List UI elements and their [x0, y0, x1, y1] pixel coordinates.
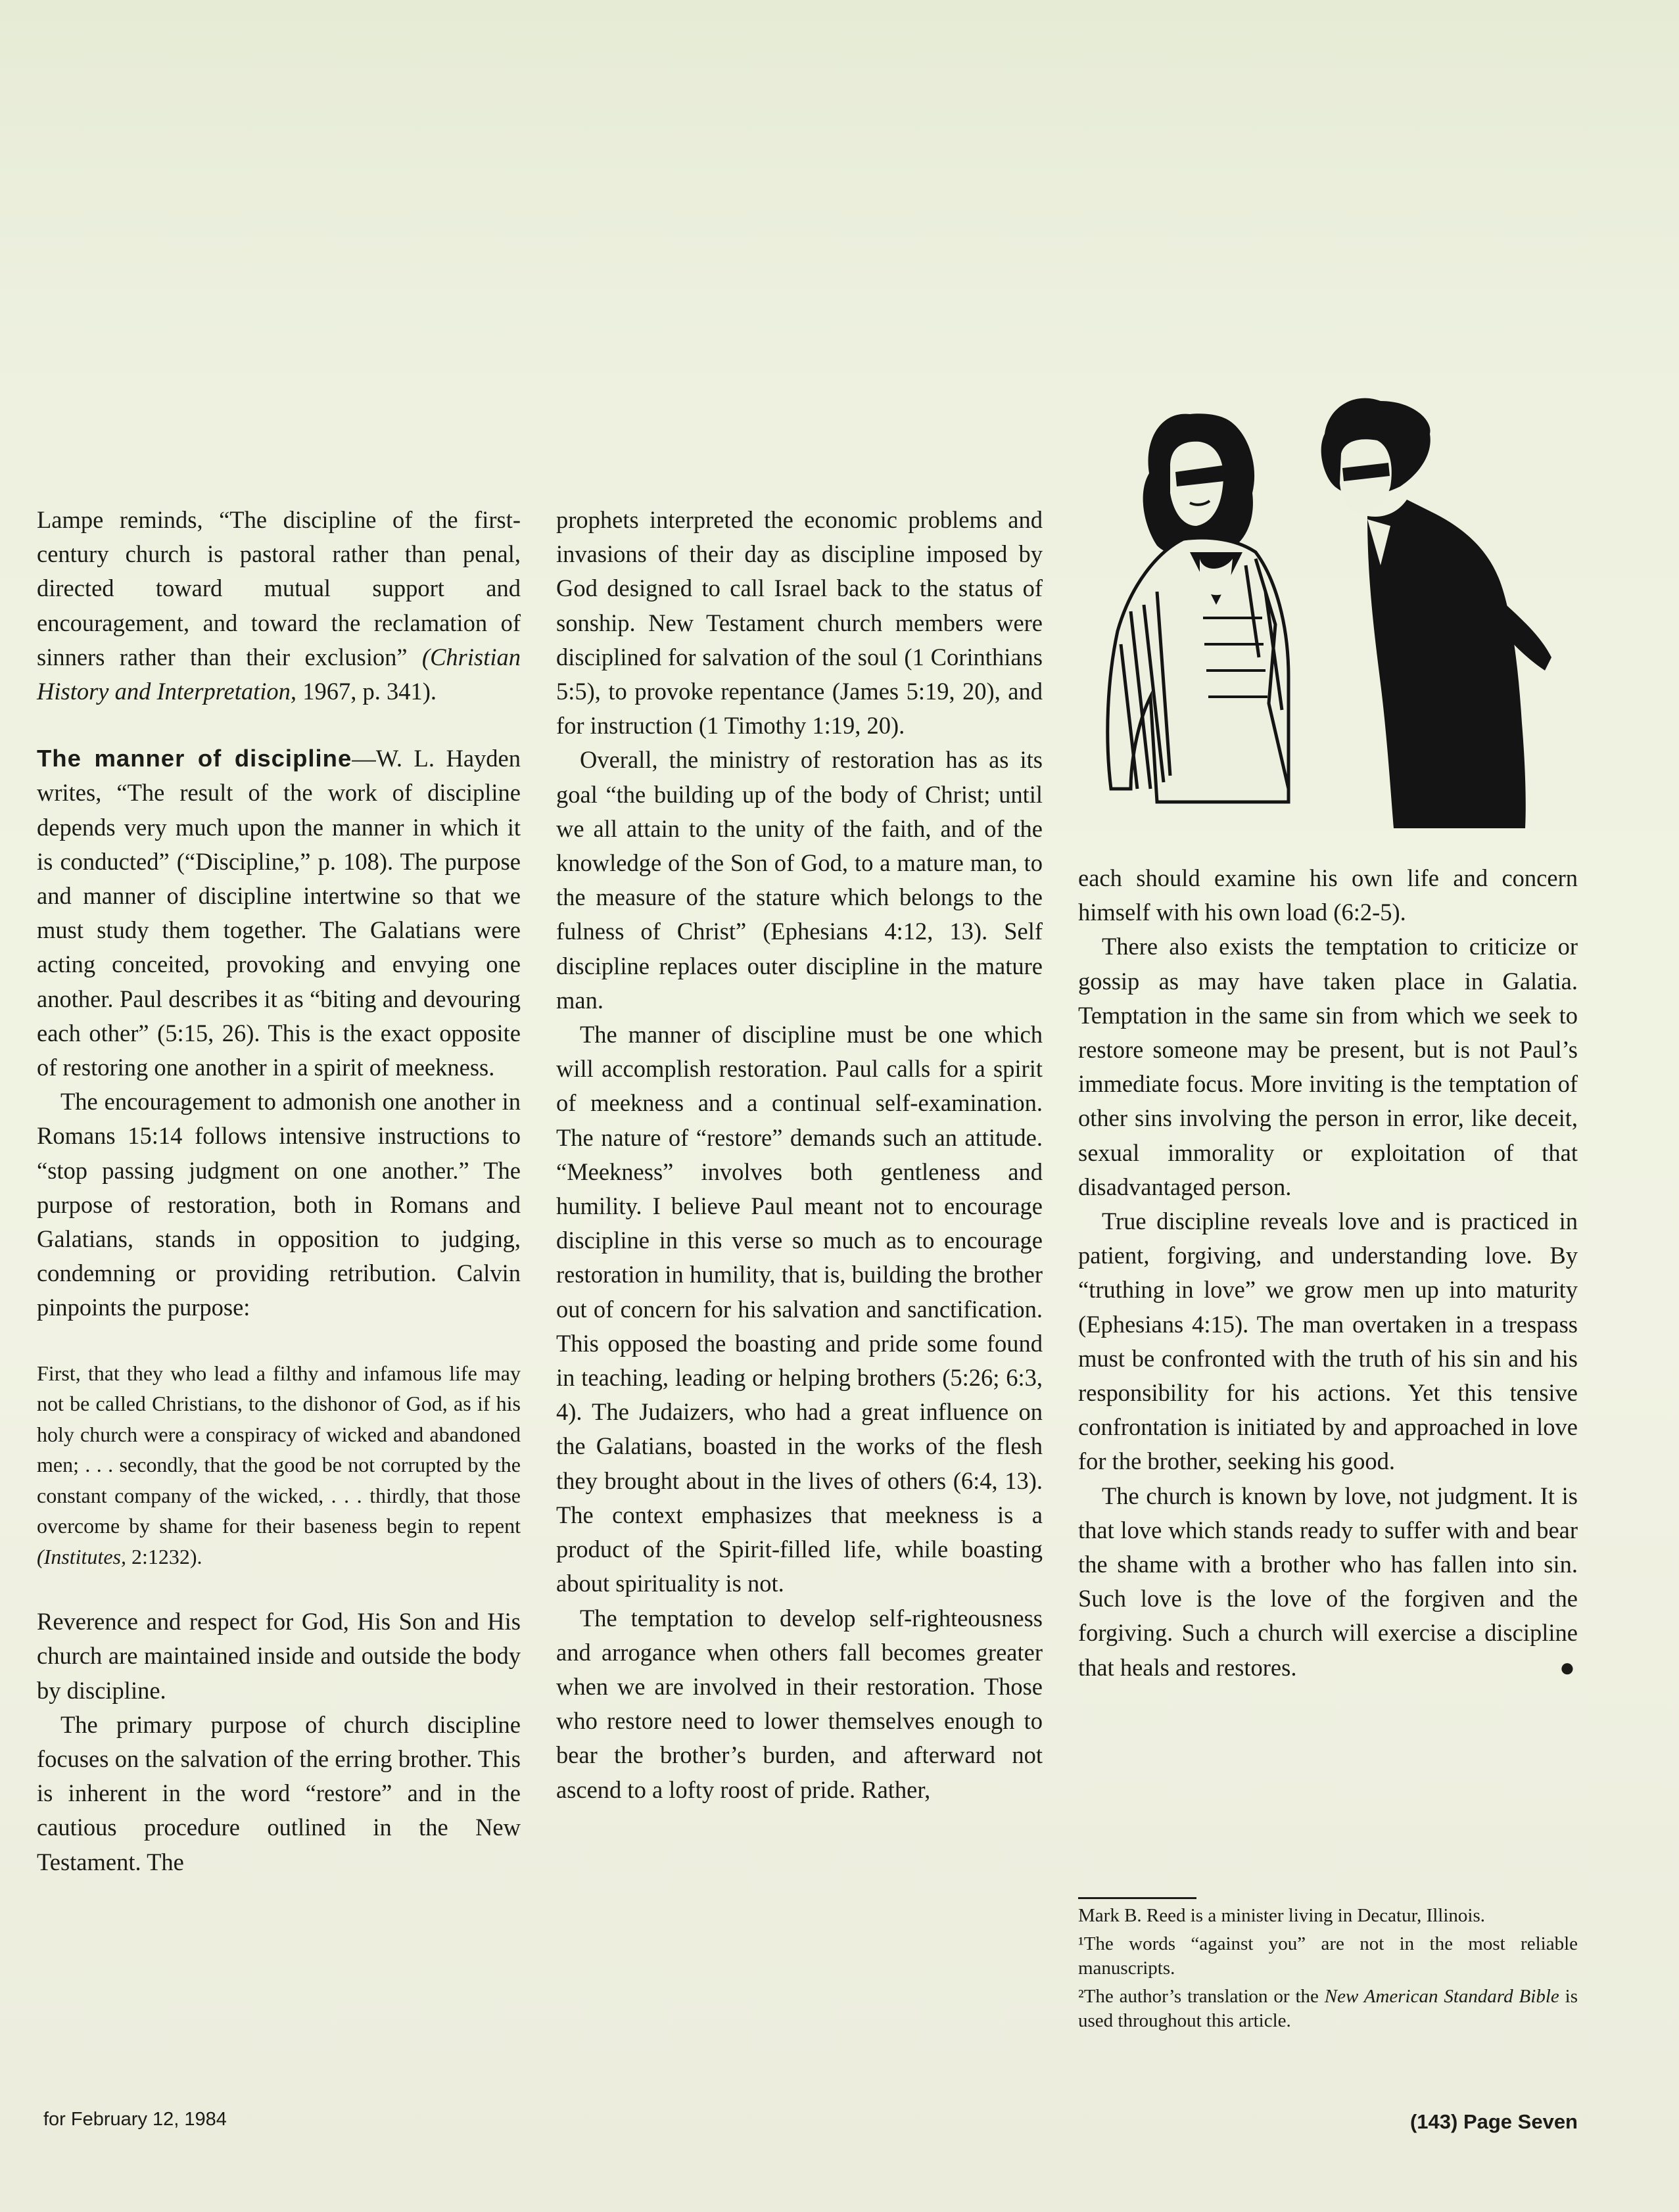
footnote-text: is used throughout this article.: [1078, 1986, 1578, 2031]
paragraph: Overall, the ministry of restoration has as its goal “the building up of the body of Christ; until we all attain to the unity of the faith, and of the knowledge of the Son of God, to a mature man, to the measure of the stature which belongs to the fulness of Christ” (Ephesians 4:12, 13). Self discipline replaces outer discipline in the mature man.: [556, 746, 1043, 1014]
woman-figure: [1108, 413, 1289, 802]
page-number: (143) Page Seven: [1409, 2110, 1578, 2133]
paragraph: There also exists the temptation to criticize or gossip as may have taken place in Galatia. Temptation in the same sin from which we seek to restore someone may be present, but is not Paul’s immediate focus. More inviting is the temptation of other sins involving the person in error, like deceit, sexual immorality or exploitation of that disadvantaged person.: [1078, 933, 1578, 1200]
block-quote: [37, 1358, 521, 1572]
footnote: ¹The words “against you” are not in the most reliable manuscripts.: [1078, 1933, 1578, 1979]
bible-title: New American Standard Bible: [1324, 1986, 1559, 2007]
column-3: [1078, 861, 1578, 1685]
paragraph-text: Lampe reminds, “The discipline of the first-century church is pastoral rather than penal, directed toward mutual support and encouragement, and toward the reclamation of sinners rather than their exclusion”: [37, 506, 521, 671]
end-of-article-mark: ●: [1559, 1652, 1575, 1682]
paragraph: The manner of discipline must be one which will accomplish restoration. Paul calls for a spirit of meekness and a continual self-examination. The nature of “restore” demands such an attitude. “Meekness” involves both gentleness and humility. I believe Paul meant not to encourage discipline in this verse so much as to encourage restoration in humility, that is, building the brother out of concern for his salvation and sanctification. This opposed the boasting and pride some found in teaching, leading or helping brothers (5:26; 6:3, 4). The Judaizers, who had a great influence on the Galatians, boasted in the works of the flesh they brought about in the lives of others (6:4, 13). The context emphasizes that meekness is a product of the Spirit-filled life, while boasting about spirituality is not.: [556, 1021, 1043, 1597]
citation: (Institutes,: [37, 1544, 126, 1568]
author-note: Mark B. Reed is a minister living in Decatur, Illinois.: [1078, 1905, 1486, 1926]
paragraph: The temptation to develop self-righteousness and arrogance when others fall becomes greater when we are involved in their restoration. Those who restore need to lower themselves enough to bear the brother’s burden, and afterward not ascend to a lofty roost of pride. Rather,: [556, 1604, 1043, 1803]
footnote-rule: [1078, 1897, 1196, 1899]
footnote: [1078, 1985, 1578, 2033]
paragraph-text: The church is known by love, not judgment. It is that love which stands ready to suffer with and bear the shame with a brother who has fallen into sin. Such love is the love of the forgiven and the forgiving. Such a church will exercise a discipline that heals and restores.: [1078, 1482, 1578, 1681]
man-figure: [1321, 398, 1551, 828]
paragraph: [37, 503, 521, 709]
column-1: [37, 503, 521, 1879]
paragraph: each should examine his own life and concern himself with his own load (6:2-5).: [1078, 864, 1578, 926]
paragraph: [1078, 1479, 1578, 1685]
paragraph: The encouragement to admonish one another in Romans 15:14 follows intensive instructions to “stop passing judgment on one another.” The purpose of restoration, both in Romans and Galatians, stands in opposition to judging, condemning or providing retribution. Calvin pinpoints the purpose:: [37, 1088, 521, 1321]
issue-date: for February 12, 1984: [43, 2109, 227, 2130]
citation: (Christian History and Interpretation,: [37, 643, 521, 705]
paragraph: True discipline reveals love and is practiced in patient, forgiving, and understanding love. By “truthing in love” we grow men up into maturity (Ephesians 4:15). The man overtaken in a trespass must be confronted with the truth of his sin and his responsibility for his actions. Yet this tensive confrontation is initiated by and approached in love for the brother, seeking his good.: [1078, 1208, 1578, 1475]
paragraph: The primary purpose of church discipline focuses on the salvation of the erring brother. This is inherent in the word “restore” and in the cautious procedure outlined in the New Testament. The: [37, 1710, 521, 1875]
paragraph-text: —W. L. Hayden writes, “The result of the work of discipline depends very much upon the manner in which it is conducted” (“Discipline,” p. 108). The purpose and manner of discipline intertwine so that we must study them together. The Galatians were acting conceited, provoking and envying one another. Paul describes it as “biting and devouring each other” (5:15, 26). This is the exact opposite of restoring one another in a spirit of meekness.: [37, 745, 521, 1081]
quote-text: 2:1232).: [131, 1544, 202, 1568]
section-lead-heading: The manner of discipline: [37, 745, 352, 772]
paragraph: [37, 741, 521, 1085]
footnote-text: ²The author’s translation or the: [1078, 1986, 1319, 2007]
paragraph-text: 1967, p. 341).: [302, 678, 437, 705]
footnotes: [1078, 1904, 1578, 2037]
paragraph: prophets interpreted the economic problems and invasions of their day as discipline imposed by God designed to call Israel back to the status of sonship. New Testament church members were disciplined for salvation of the soul (1 Corinthians 5:5), to provoke repentance (James 5:19, 20), and for instruction (1 Timothy 1:19, 20).: [556, 506, 1043, 740]
show-through-title: [39, 79, 1644, 355]
illustration-two-people: [1091, 394, 1591, 841]
paragraph: Reverence and respect for God, His Son and His church are maintained inside and outside the body by discipline.: [37, 1608, 521, 1704]
column-2: [556, 503, 1043, 1807]
quote-text: First, that they who lead a filthy and infamous life may not be called Christians, to the dishonor of God, as if his holy church were a conspiracy of wicked and abandoned men; . . . secondly, that the good be not corrupted by the constant company of the wicked, . . . thirdly, that those overcome by shame for their baseness begin to repent: [37, 1361, 521, 1538]
